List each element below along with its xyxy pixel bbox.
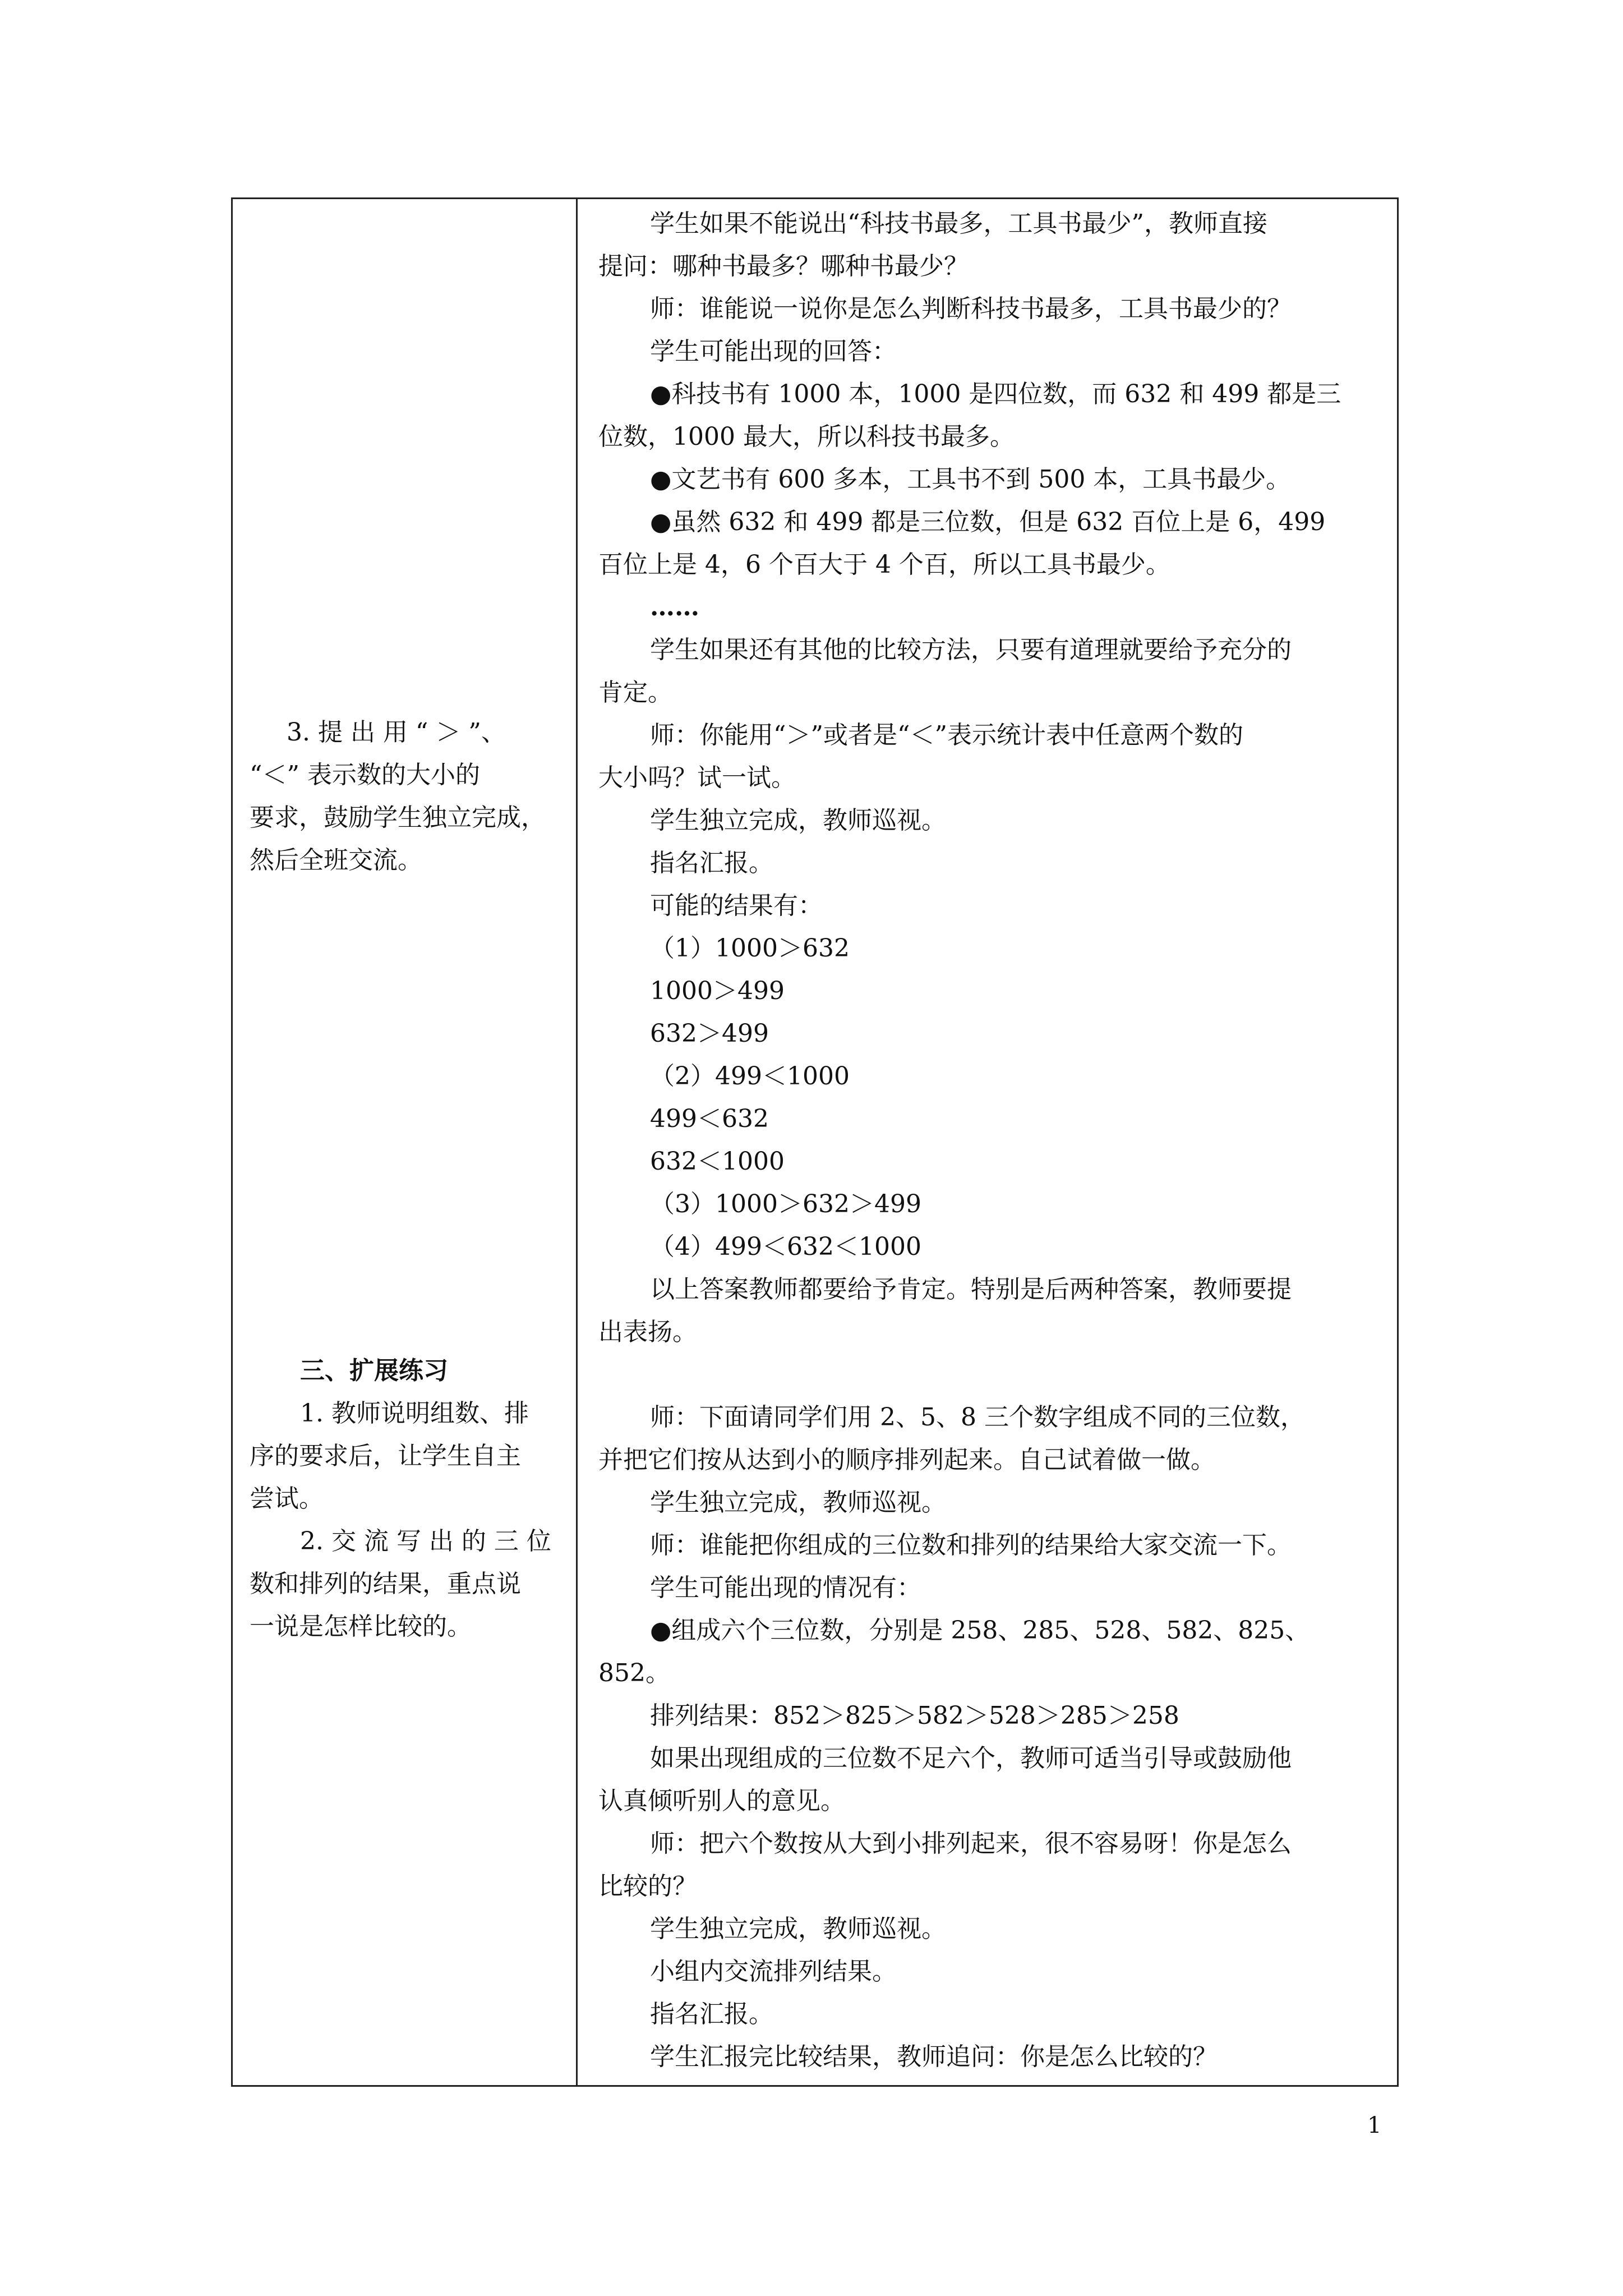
right-line-5: 位数，1000 最大，所以科技书最多。 — [598, 422, 1015, 451]
right-line-29: 学生独立完成，教师巡视。 — [650, 1488, 946, 1517]
right-line-19: 632＞499 — [650, 1019, 769, 1048]
right-line-3: 学生可能出现的回答： — [650, 337, 897, 366]
right-line-10: 学生如果还有其他的比较方法，只要有道理就要给予充分的 — [650, 636, 1292, 664]
right-line-18: 1000＞499 — [650, 977, 785, 1005]
right-line-6: ●文艺书有 600 多本，工具书不到 500 本，工具书最少。 — [650, 465, 1291, 494]
right-line-37: 师：把六个数按从大到小排列起来，很不容易呀！你是怎么 — [650, 1829, 1292, 1858]
right-line-0: 学生如果不能说出“科技书最多，工具书最少”，教师直接 — [650, 209, 1267, 238]
right-line-28: 并把它们按从达到小的顺序排列起来。自己试着做一做。 — [598, 1446, 1215, 1474]
right-line-30: 师：谁能把你组成的三位数和排列的结果给大家交流一下。 — [650, 1531, 1292, 1559]
right-line-16: 可能的结果有： — [650, 891, 823, 920]
left-item3-line3: 要求，鼓励学生独立完成， — [250, 803, 546, 832]
right-line-15: 指名汇报。 — [650, 849, 773, 877]
right-line-31: 学生可能出现的情况有： — [650, 1573, 921, 1602]
right-line-2: 师：谁能说一说你是怎么判断科技书最多，工具书最少的？ — [650, 295, 1292, 323]
right-line-13: 大小吗？试一试。 — [598, 763, 796, 792]
left-item1-line3: 尝试。 — [250, 1484, 324, 1513]
column-divider — [576, 199, 578, 2085]
right-line-4: ●科技书有 1000 本，1000 是四位数，而 632 和 499 都是三 — [650, 380, 1341, 408]
right-line-25: 以上答案教师都要给予肯定。特别是后两种答案，教师要提 — [650, 1275, 1292, 1304]
right-line-7: ●虽然 632 和 499 都是三位数，但是 632 百位上是 6，499 — [650, 508, 1326, 536]
left-item1-line2: 序的要求后，让学生自主 — [250, 1442, 521, 1470]
right-line-20: （2）499＜1000 — [650, 1062, 850, 1091]
left-item2-line3: 一说是怎样比较的。 — [250, 1612, 472, 1641]
right-line-38: 比较的？ — [598, 1872, 697, 1901]
right-line-17: （1）1000＞632 — [650, 934, 850, 963]
right-line-41: 指名汇报。 — [650, 2000, 773, 2028]
lesson-table — [231, 197, 1399, 2087]
right-line-9: …… — [650, 593, 699, 622]
right-line-22: 632＜1000 — [650, 1147, 785, 1176]
right-line-32: ●组成六个三位数，分别是 258、285、528、582、825、 — [650, 1616, 1310, 1645]
right-line-40: 小组内交流排列结果。 — [650, 1957, 897, 1986]
right-line-35: 如果出现组成的三位数不足六个，教师可适当引导或鼓励他 — [650, 1744, 1292, 1773]
right-line-23: （3）1000＞632＞499 — [650, 1190, 921, 1218]
right-line-42: 学生汇报完比较结果，教师追问：你是怎么比较的？ — [650, 2042, 1218, 2071]
page-number: 1 — [1367, 2113, 1382, 2138]
right-line-14: 学生独立完成，教师巡视。 — [650, 806, 946, 835]
right-line-39: 学生独立完成，教师巡视。 — [650, 1915, 946, 1943]
right-line-34: 排列结果：852＞825＞582＞528＞285＞258 — [650, 1701, 1179, 1730]
left-item1-line1: 1. 教师说明组数、排 — [300, 1399, 529, 1428]
right-line-11: 肯定。 — [598, 678, 672, 707]
right-line-26: 出表扬。 — [598, 1318, 697, 1346]
right-line-27: 师：下面请同学们用 2、5、8 三个数字组成不同的三位数， — [650, 1403, 1305, 1432]
right-line-36: 认真倾听别人的意见。 — [598, 1787, 845, 1815]
left-item2-line1: 2. 交 流 写 出 的 三 位 — [300, 1527, 551, 1556]
right-line-33: 852。 — [598, 1659, 670, 1687]
left-item3-line1: 3. 提 出 用 “ ＞ ”、 — [287, 718, 506, 747]
left-item3-line4: 然后全班交流。 — [250, 846, 422, 875]
left-item3-line2: “＜” 表示数的大小的 — [250, 761, 480, 789]
right-line-1: 提问：哪种书最多？哪种书最少？ — [598, 252, 969, 280]
right-line-21: 499＜632 — [650, 1105, 769, 1133]
right-line-24: （4）499＜632＜1000 — [650, 1232, 921, 1261]
section-title: 三、扩展练习 — [300, 1356, 448, 1385]
left-item2-line2: 数和排列的结果，重点说 — [250, 1570, 521, 1598]
right-line-12: 师：你能用“＞”或者是“＜”表示统计表中任意两个数的 — [650, 721, 1243, 749]
right-line-8: 百位上是 4，6 个百大于 4 个百，所以工具书最少。 — [598, 550, 1170, 579]
